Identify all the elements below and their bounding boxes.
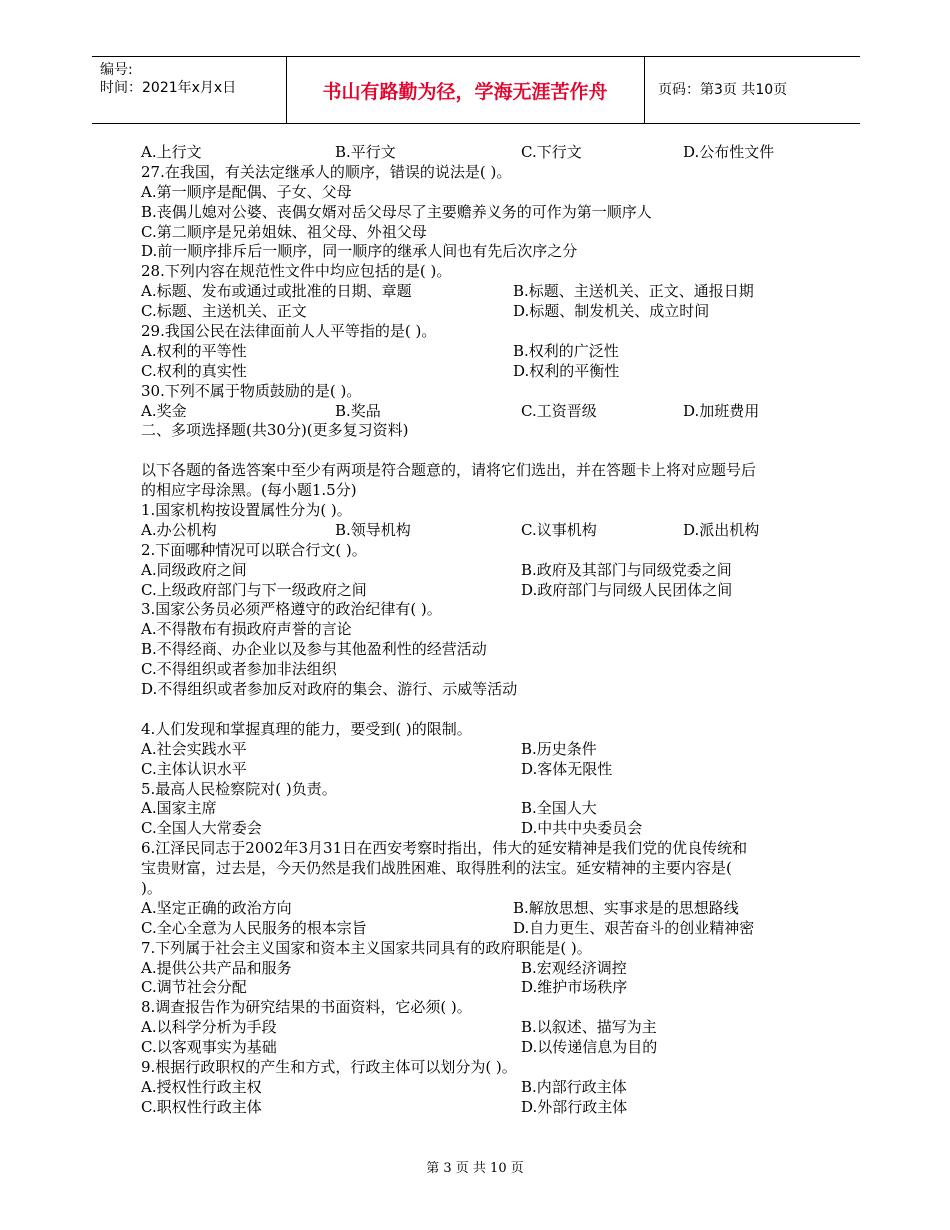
options-line xyxy=(141,799,821,819)
options-line xyxy=(141,819,821,839)
answer-option: D.中共中央委员会 xyxy=(521,819,643,838)
answer-option: D.维护市场秩序 xyxy=(521,978,628,997)
answer-option: A.办公机构 xyxy=(141,520,217,539)
answer-option: A.以科学分析为手段 xyxy=(141,1018,277,1037)
text-line: )。 xyxy=(141,878,162,897)
text-line: 8.调查报告作为研究结果的书面资料，它必须( )。 xyxy=(141,998,472,1017)
header-meta xyxy=(100,61,286,97)
text-line: 的相应字母涂黑。(每小题1.5分) xyxy=(141,481,357,500)
answer-option: D.权利的平衡性 xyxy=(513,361,620,380)
options-line xyxy=(141,521,821,541)
text-line: 28.下列内容在规范性文件中均应包括的是( )。 xyxy=(141,262,452,281)
answer-option: D.以传递信息为目的 xyxy=(521,1038,658,1057)
options-line xyxy=(141,959,821,979)
answer-option: D.公布性文件 xyxy=(683,143,775,161)
answer-option: C.调节社会分配 xyxy=(141,978,247,997)
header-page-info: 页码：第3页 共10页 xyxy=(658,82,788,98)
answer-option: C.职权性行政主体 xyxy=(141,1097,262,1116)
options-line xyxy=(141,302,821,322)
answer-option: C.议事机构 xyxy=(521,520,597,539)
text-line: D.不得组织或者参加反对政府的集会、游行、示威等活动 xyxy=(141,680,518,699)
text-line: C.不得组织或者参加非法组织 xyxy=(141,660,337,679)
options-line xyxy=(141,561,821,581)
answer-option: B.以叙述、描写为主 xyxy=(521,1018,657,1037)
text-line: 6.江泽民同志于2002年3月31日在西安考察时指出，伟大的延安精神是我们党的优良传统和 xyxy=(141,839,748,858)
text-line: 以下各题的备选答案中至少有两项是符合题意的，请将它们选出，并在答题卡上将对应题号后 xyxy=(141,461,757,480)
options-line xyxy=(141,740,821,760)
answer-option: C.主体认识水平 xyxy=(141,759,247,778)
options-line xyxy=(141,1038,821,1058)
answer-option: A.授权性行政主权 xyxy=(141,1077,262,1096)
answer-option: A.标题、发布或通过或批准的日期、章题 xyxy=(141,282,412,301)
answer-option: B.奖品 xyxy=(335,401,381,420)
blank-line xyxy=(141,700,821,720)
options-line xyxy=(141,919,821,939)
answer-option: A.国家主席 xyxy=(141,799,217,818)
answer-option: B.权利的广泛性 xyxy=(513,341,619,360)
document-header xyxy=(92,56,860,124)
answer-option: A.提供公共产品和服务 xyxy=(141,958,292,977)
answer-option: C.下行文 xyxy=(521,143,582,161)
options-line xyxy=(141,402,821,422)
answer-option: B.全国人大 xyxy=(521,799,597,818)
text-line: A.不得散布有损政府声誉的言论 xyxy=(141,620,352,639)
text-line: A.第一顺序是配偶、子女、父母 xyxy=(141,182,352,201)
options-line xyxy=(141,581,821,601)
text-line: 5.最高人民检察院对( )负责。 xyxy=(141,779,337,798)
text-line: 9.根据行政职权的产生和方式，行政主体可以划分为( )。 xyxy=(141,1057,517,1076)
text-line: C.第二顺序是兄弟姐妹、祖父母、外祖父母 xyxy=(141,222,427,241)
answer-option: B.政府及其部门与同级党委之间 xyxy=(521,560,732,579)
answer-option: C.全国人大常委会 xyxy=(141,819,262,838)
answer-option: A.权利的平等性 xyxy=(141,341,247,360)
answer-option: A.同级政府之间 xyxy=(141,560,247,579)
answer-option: A.奖金 xyxy=(141,401,187,420)
answer-option: C.工资晋级 xyxy=(521,401,597,420)
options-line xyxy=(141,362,821,382)
text-line: 29.我国公民在法律面前人人平等指的是( )。 xyxy=(141,322,437,341)
text-line: D.前一顺序排斥后一顺序，同一顺序的继承人间也有先后次序之分 xyxy=(141,242,578,261)
answer-option: D.标题、制发机关、成立时间 xyxy=(513,302,710,321)
answer-option: D.客体无限性 xyxy=(521,759,613,778)
options-line xyxy=(141,978,821,998)
document-body xyxy=(141,143,821,1118)
answer-option: A.社会实践水平 xyxy=(141,739,247,758)
options-line xyxy=(141,282,821,302)
answer-option: D.政府部门与同级人民团体之间 xyxy=(521,580,733,599)
options-line xyxy=(141,899,821,919)
text-line: 4.人们发现和掌握真理的能力，要受到( )的限制。 xyxy=(141,719,472,738)
text-line: 1.国家机构按设置属性分为( )。 xyxy=(141,501,352,520)
text-line: 3.国家公务员必须严格遵守的政治纪律有( )。 xyxy=(141,600,442,619)
options-line xyxy=(141,1018,821,1038)
header-motto: 书山有路勤为径，学海无涯苦作舟 xyxy=(322,80,608,103)
text-line: B.不得经商、办企业以及参与其他盈利性的经营活动 xyxy=(141,640,487,659)
answer-option: B.宏观经济调控 xyxy=(521,958,627,977)
answer-option: B.解放思想、实事求是的思想路线 xyxy=(513,898,739,917)
page-footer: 第 3 页 共 10 页 xyxy=(426,1161,524,1176)
answer-option: A.坚定正确的政治方向 xyxy=(141,898,292,917)
text-line: 二、多项选择题(共30分)(更多复习资料) xyxy=(141,421,409,440)
answer-option: C.全心全意为人民服务的根本宗旨 xyxy=(141,918,367,937)
number-label: 编号: xyxy=(100,62,133,78)
answer-option: B.平行文 xyxy=(335,143,396,161)
answer-option: B.领导机构 xyxy=(335,520,411,539)
answer-option: B.内部行政主体 xyxy=(521,1077,627,1096)
answer-option: D.外部行政主体 xyxy=(521,1097,628,1116)
answer-option: C.以客观事实为基础 xyxy=(141,1038,277,1057)
options-line xyxy=(141,760,821,780)
answer-option: A.上行文 xyxy=(141,143,202,161)
header-divider xyxy=(644,57,645,123)
answer-option: D.自力更生、艰苦奋斗的创业精神密 xyxy=(513,918,755,937)
blank-line xyxy=(141,441,821,461)
answer-option: C.标题、主送机关、正文 xyxy=(141,302,307,321)
options-line xyxy=(141,1098,821,1118)
text-line: 7.下列属于社会主义国家和资本主义国家共同具有的政府职能是( )。 xyxy=(141,938,592,957)
options-line xyxy=(141,342,821,362)
answer-option: D.加班费用 xyxy=(683,401,760,420)
answer-option: B.历史条件 xyxy=(521,739,597,758)
answer-option: C.权利的真实性 xyxy=(141,361,247,380)
text-line: 宝贵财富，过去是，今天仍然是我们战胜困难、取得胜利的法宝。延安精神的主要内容是( xyxy=(141,859,732,878)
answer-option: D.派出机构 xyxy=(683,520,760,539)
time-label: 时间：2021年x月x日 xyxy=(100,80,237,96)
text-line: 2.下面哪种情况可以联合行文( )。 xyxy=(141,540,367,559)
answer-option: C.上级政府部门与下一级政府之间 xyxy=(141,580,367,599)
options-line xyxy=(141,143,821,163)
text-line: B.丧偶儿媳对公婆、丧偶女婿对岳父母尽了主要赡养义务的可作为第一顺序人 xyxy=(141,202,652,221)
options-line xyxy=(141,1078,821,1098)
answer-option: B.标题、主送机关、正文、通报日期 xyxy=(513,282,754,301)
text-line: 30.下列不属于物质鼓励的是( )。 xyxy=(141,381,362,400)
text-line: 27.在我国，有关法定继承人的顺序，错误的说法是( )。 xyxy=(141,162,512,181)
